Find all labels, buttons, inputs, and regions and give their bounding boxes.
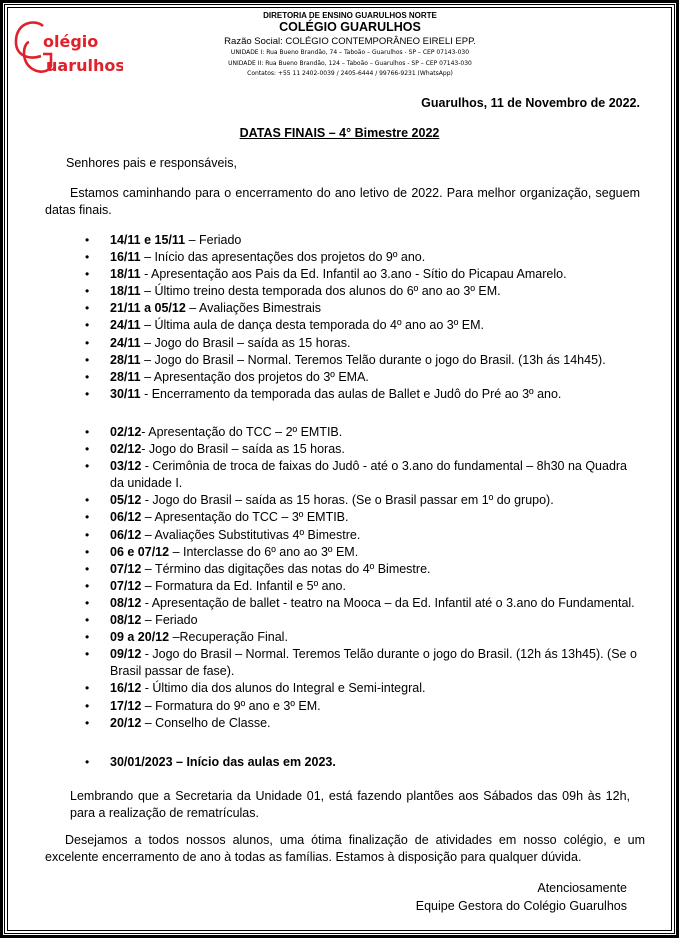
event-date: 08/12 [110, 595, 142, 610]
event-date: 24/11 [110, 335, 141, 350]
letterhead [200, 11, 500, 80]
event-description: - Apresentação de ballet - teatro na Mooca – da Ed. Infantil até o 3.ano do Fundamental. [141, 595, 635, 610]
event-item [85, 561, 643, 578]
event-item [85, 335, 643, 352]
event-date: 06/12 [110, 510, 142, 525]
event-item [85, 424, 643, 441]
event-item [85, 754, 643, 771]
events-list-november [85, 232, 643, 403]
event-date: 16/11 [110, 250, 141, 265]
event-date: 02/12 [110, 442, 142, 457]
event-date: 24/11 [110, 318, 141, 333]
event-description: – Jogo do Brasil – saída as 15 horas. [140, 335, 351, 350]
event-date: 28/11 [110, 352, 141, 367]
event-date: 30/01/2023 – Início das aulas em 2023. [110, 755, 336, 769]
letterhead-contatos: Contatos: +55 11 2402-0039 / 2405-6444 / 99766-9231 (WhatsApp) [247, 70, 453, 77]
event-description: – Formatura do 9º ano e 3º EM. [141, 698, 321, 713]
event-description: – Última aula de dança desta temporada do 4º ano ao 3º EM. [140, 318, 484, 333]
event-description: – Término das digitações das notas do 4º Bimestre. [141, 561, 431, 576]
event-item [85, 715, 643, 732]
event-description: - Jogo do Brasil – Normal. Teremos Telão durante o jogo do Brasil. (12h ás 13h45). (Se o Brasil passar de fase). [110, 647, 637, 679]
event-item [85, 595, 643, 612]
event-item [85, 680, 643, 697]
event-item [85, 386, 643, 403]
event-date: 14/11 e 15/11 [110, 233, 186, 247]
signature-block [416, 880, 627, 915]
event-item [85, 612, 643, 629]
closing-wishes-text: Desejamos a todos nossos alunos, uma ótima finalização de atividades em nosso colégio, e um excelente encerramento de ano à todas as famílias. Estamos à disposição para qualquer dúvida. [45, 833, 645, 864]
letterhead-school-name: COLÉGIO GUARULHOS [279, 20, 421, 34]
signature-team: Equipe Gestora do Colégio Guarulhos [415, 898, 627, 913]
event-item [85, 352, 643, 369]
event-item [85, 249, 643, 266]
event-date: 03/12 [110, 459, 142, 474]
document-date: Guarulhos, 11 de Novembro de 2022. [421, 96, 640, 110]
event-description: - Apresentação do TCC – 2º EMTIB. [141, 425, 343, 439]
event-date: 16/12 [110, 681, 142, 696]
event-description: - Encerramento da temporada das aulas de Ballet e Judô do Pré ao 3º ano. [140, 386, 562, 401]
closing-wishes [45, 832, 645, 866]
event-date: 30/11 [110, 386, 141, 401]
school-logo-graphic [13, 20, 123, 76]
event-description: - Último dia dos alunos do Integral e Semi-integral. [141, 681, 426, 696]
event-item [85, 266, 643, 283]
event-item [85, 300, 643, 317]
letterhead-diretoria: DIRETORIA DE ENSINO GUARULHOS NORTE [263, 11, 437, 20]
event-date: 06/12 [110, 527, 142, 542]
event-date: 09 a 20/12 [110, 630, 170, 645]
event-description: – Jogo do Brasil – Normal. Teremos Telão durante o jogo do Brasil. (13h ás 14h45). [140, 352, 606, 367]
logo-text-guarulhos: uarulhos [46, 56, 123, 75]
event-description: –Recuperação Final. [169, 630, 288, 645]
events-list-2023 [85, 754, 643, 771]
event-date: 20/12 [110, 715, 142, 730]
event-item [85, 527, 643, 544]
event-description: – Avaliações Substitutivas 4º Bimestre. [141, 527, 361, 542]
signature-greeting: Atenciosamente [537, 881, 627, 895]
event-item [85, 629, 643, 646]
event-item [85, 492, 643, 509]
letterhead-razao-social: Razão Social: COLÉGIO CONTEMPORÂNEO EIRELI EPP. [224, 36, 476, 47]
intro-text: Estamos caminhando para o encerramento do ano letivo de 2022. Para melhor organização, seguem datas finais. [45, 186, 640, 217]
event-description: – Apresentação dos projetos do 3º EMA. [140, 369, 369, 384]
event-item [85, 369, 643, 386]
event-date: 09/12 [110, 647, 142, 662]
event-description: – Conselho de Classe. [141, 715, 271, 730]
event-date: 08/12 [110, 613, 142, 628]
logo-text-colegio: olégio [43, 32, 99, 51]
intro-paragraph [45, 185, 640, 219]
letterhead-unidade-2: UNIDADE II: Rua Bueno Brandão, 124 – Taboão – Guarulhos - SP – CEP 07143-030 [228, 59, 472, 67]
event-description: – Último treino desta temporada dos alunos do 6º ano ao 3º EM. [140, 284, 501, 299]
salutation: Senhores pais e responsáveis, [66, 156, 237, 170]
event-date: 18/11 [110, 284, 141, 299]
event-description: - Jogo do Brasil – saída as 15 horas. [141, 442, 345, 457]
event-description: - Jogo do Brasil – saída as 15 horas. (Se o Brasil passar em 1º do grupo). [141, 493, 554, 508]
event-item [85, 646, 643, 680]
secretaria-note: Lembrando que a Secretaria da Unidade 01, está fazendo plantões aos Sábados das 09h às 12h, para a realização de rematrículas. [70, 789, 630, 820]
event-item [85, 283, 643, 300]
event-date: 21/11 a 05/12 [110, 301, 186, 316]
event-item [85, 578, 643, 595]
event-item [85, 509, 643, 526]
event-item [85, 232, 643, 249]
event-date: 02/12 [110, 425, 142, 439]
event-description: – Avaliações Bimestrais [185, 301, 322, 316]
document-title [0, 126, 679, 140]
event-date: 06 e 07/12 [110, 544, 170, 559]
event-description: – Formatura da Ed. Infantil e 5º ano. [141, 578, 346, 593]
event-description: - Apresentação aos Pais da Ed. Infantil ao 3.ano - Sítio do Picapau Amarelo. [140, 267, 567, 282]
letterhead-unidade-1: UNIDADE I: Rua Bueno Brandão, 74 – Taboão – Guarulhos - SP – CEP 07143-030 [230, 49, 470, 56]
event-description: – Início das apresentações dos projetos do 9º ano. [140, 250, 426, 265]
event-date: 07/12 [110, 578, 142, 593]
events-list-december [85, 424, 643, 732]
document-title-text: DATAS FINAIS – 4° Bimestre 2022 [239, 126, 440, 140]
event-date: 05/12 [110, 493, 142, 508]
event-item [85, 698, 643, 715]
event-description: – Feriado [141, 613, 198, 628]
event-item [85, 544, 643, 561]
event-description: – Interclasse do 6º ano ao 3º EM. [169, 544, 359, 559]
event-item [85, 458, 643, 492]
event-date: 28/11 [110, 369, 141, 384]
school-logo [13, 20, 123, 76]
event-description: – Feriado [185, 233, 242, 247]
event-description: - Cerimônia de troca de faixas do Judô - até o 3.ano do fundamental – 8h30 na Quadra da unidade I. [110, 459, 628, 491]
event-date: 18/11 [110, 267, 141, 282]
event-item [85, 317, 643, 334]
event-date: 07/12 [110, 561, 142, 576]
event-description: – Apresentação do TCC – 3º EMTIB. [141, 510, 349, 525]
event-date: 17/12 [110, 698, 142, 713]
event-item [85, 441, 643, 458]
